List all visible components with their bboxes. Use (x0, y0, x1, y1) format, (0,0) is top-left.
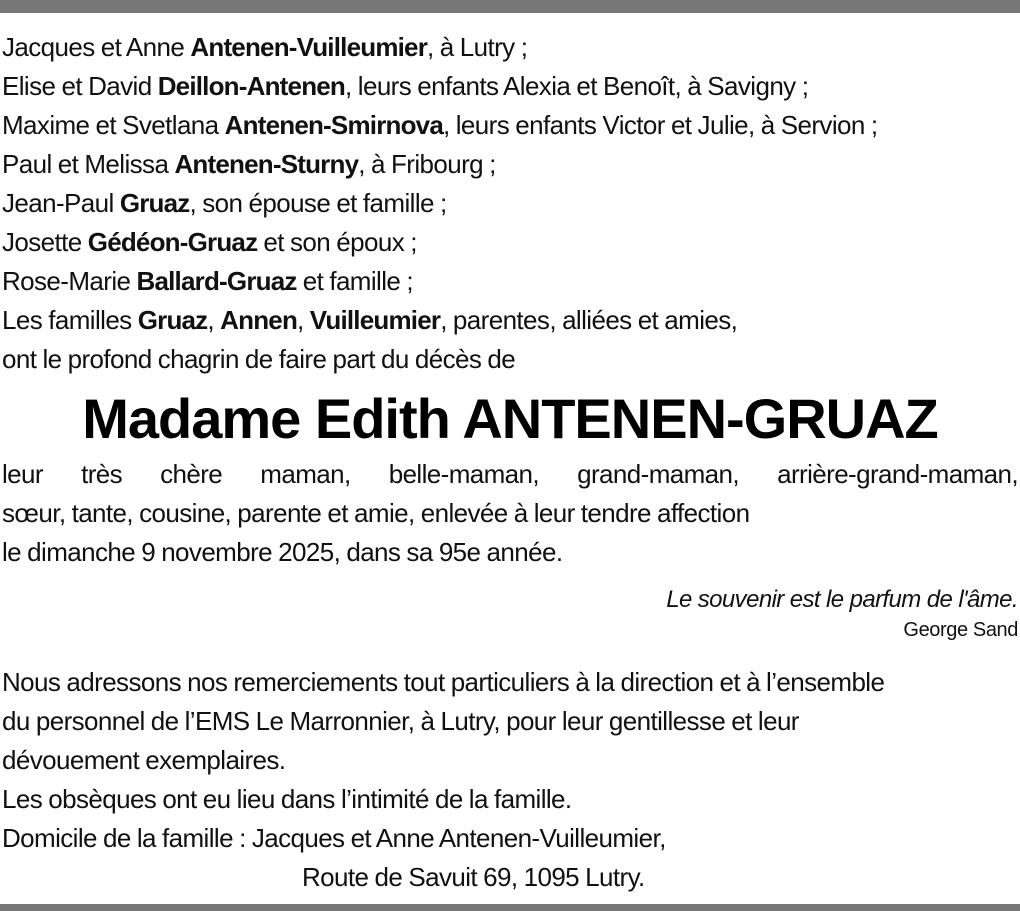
family-name: Gruaz (137, 305, 208, 335)
thanks-line-3: dévouement exemplaires. (2, 745, 286, 775)
deceased-name: Madame Edith ANTENEN-GRUAZ (82, 387, 938, 450)
description-line-1: leur très chère maman, belle-maman, grand-maman, arrière-grand-maman, (2, 459, 1018, 489)
description-line-3: le dimanche 9 novembre 2025, dans sa 95e année. (2, 537, 563, 567)
family-name: Antenen-Vuilleumier (190, 32, 428, 62)
bottom-rule (0, 904, 1020, 911)
family-line-6: Josette Gédéon-Gruaz et son époux ; (2, 227, 417, 257)
family-name: Ballard-Gruaz (136, 266, 297, 296)
announcement-intro: ont le profond chagrin de faire part du décès de (2, 344, 516, 374)
family-name: Antenen-Sturny (174, 149, 359, 179)
family-line-2: Elise et David Deillon-Antenen, leurs enfants Alexia et Benoît, à Savigny ; (2, 71, 809, 101)
family-line-1: Jacques et Anne Antenen-Vuilleumier, à Lutry ; (2, 32, 528, 62)
family-name: Gruaz (119, 188, 190, 218)
description-line-2: sœur, tante, cousine, parente et amie, enlevée à leur tendre affection (2, 498, 750, 528)
family-line-5: Jean-Paul Gruaz, son épouse et famille ; (2, 188, 447, 218)
family-name: Vuilleumier (309, 305, 441, 335)
family-name: Annen (220, 305, 298, 335)
thanks-block (2, 663, 1018, 897)
family-name: Gédéon-Gruaz (87, 227, 258, 257)
thanks-line-2: du personnel de l’EMS Le Marronnier, à Lutry, pour leur gentillesse et leur (2, 706, 799, 736)
top-rule (0, 0, 1020, 13)
deceased-description (2, 455, 1018, 572)
family-name: Deillon-Antenen (157, 71, 346, 101)
quote-block (666, 583, 1018, 643)
thanks-line-1: Nous adressons nos remerciements tout particuliers à la direction et à l’ensemble (2, 667, 885, 697)
family-line-3: Maxime et Svetlana Antenen-Smirnova, leurs enfants Victor et Julie, à Servion ; (2, 110, 878, 140)
family-line-8: Les familles Gruaz, Annen, Vuilleumier, parentes, alliées et amies, (2, 305, 738, 335)
quote-author: George Sand (903, 619, 1018, 641)
quote-text: Le souvenir est le parfum de l'âme. (666, 586, 1018, 613)
family-name: Antenen-Smirnova (224, 110, 443, 140)
family-line-7: Rose-Marie Ballard-Gruaz et famille ; (2, 266, 414, 296)
funeral-note: Les obsèques ont eu lieu dans l’intimité de la famille. (2, 784, 572, 814)
family-list (2, 28, 1018, 379)
family-line-4: Paul et Melissa Antenen-Sturny, à Fribourg ; (2, 149, 496, 179)
family-domicile: Domicile de la famille : Jacques et Anne Antenen-Vuilleumier, (2, 823, 666, 853)
family-address: Route de Savuit 69, 1095 Lutry. (302, 862, 645, 892)
